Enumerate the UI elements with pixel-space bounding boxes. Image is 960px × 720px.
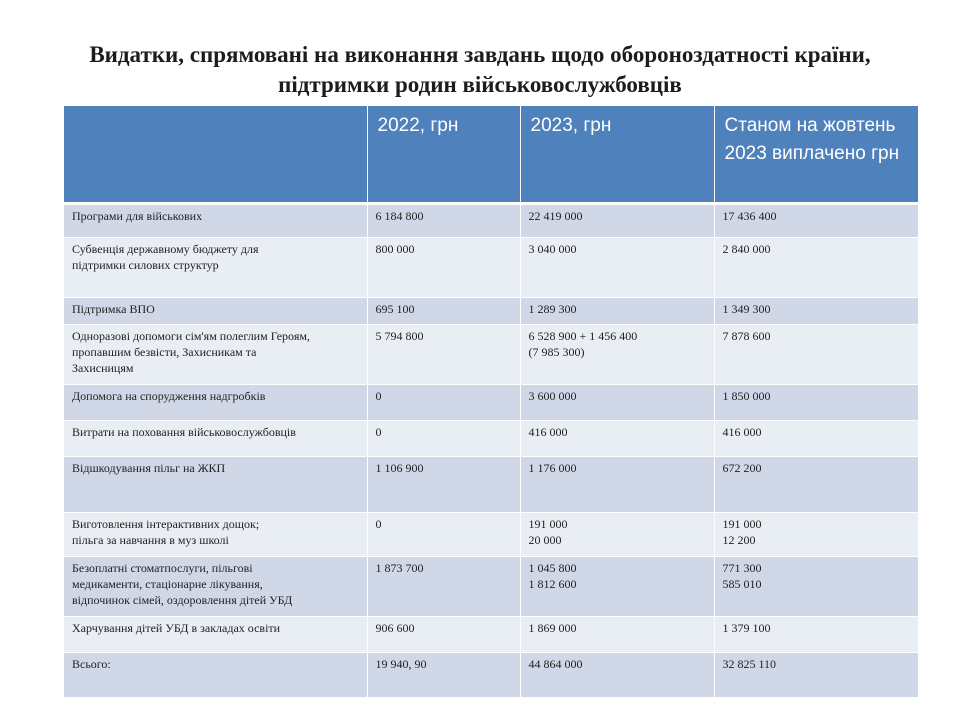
- page-title-line-1: Видатки, спрямовані на виконання завдань щодо обороноздатності країни,: [89, 42, 871, 67]
- value-2023: [520, 325, 714, 385]
- table-row: [64, 457, 918, 513]
- value-paid-line: 17 436 400: [722, 209, 777, 223]
- row-label-line: Одноразові допомоги сім'ям полеглим Героям,: [72, 329, 310, 343]
- value-2022: [367, 617, 520, 653]
- value-paid-line: 1 850 000: [722, 389, 771, 403]
- value-2023-line: 3 040 000: [528, 242, 577, 256]
- table-row: [64, 513, 918, 557]
- row-label: [64, 457, 367, 513]
- table-row: [64, 238, 918, 298]
- value-2023-line: 6 528 900 + 1 456 400: [528, 329, 638, 343]
- row-label: [64, 238, 367, 298]
- row-label-line: Програми для військових: [72, 209, 203, 223]
- value-paid-line: 1 349 300: [722, 302, 771, 316]
- row-label-line: відпочинок сімей, оздоровлення дітей УБД: [72, 593, 293, 607]
- row-label-line: Безоплатні стоматпослуги, пільгові: [72, 561, 253, 575]
- value-2023-line: 1 869 000: [528, 621, 577, 635]
- value-2023-line: (7 985 300): [528, 345, 585, 359]
- value-paid: [714, 298, 918, 325]
- table-row: [64, 653, 918, 697]
- value-paid: [714, 421, 918, 457]
- value-paid-line: 191 000: [722, 517, 762, 531]
- table-row: [64, 298, 918, 325]
- row-label-line: Харчування дітей УБД в закладах освіти: [72, 621, 281, 635]
- value-2023: [520, 457, 714, 513]
- value-2022-line: 5 794 800: [375, 329, 424, 343]
- row-label-line: Всього:: [72, 657, 111, 671]
- value-2022-line: 1 873 700: [375, 561, 424, 575]
- table-row: [64, 617, 918, 653]
- row-label-line: Виготовлення інтерактивних дощок;: [72, 517, 260, 531]
- table-body: [64, 204, 918, 697]
- value-paid-line: 2 840 000: [722, 242, 771, 256]
- row-label-line: медикаменти, стаціонарне лікування,: [72, 577, 263, 591]
- value-2023-line: 3 600 000: [528, 389, 577, 403]
- value-2023: [520, 204, 714, 238]
- value-2023: [520, 617, 714, 653]
- value-2022-line: 695 100: [375, 302, 415, 316]
- value-2022-line: 0: [375, 425, 382, 439]
- value-2023: [520, 385, 714, 421]
- value-paid-line: 12 200: [722, 533, 756, 547]
- row-label: [64, 204, 367, 238]
- table-row: [64, 385, 918, 421]
- row-label: [64, 513, 367, 557]
- value-paid: [714, 325, 918, 385]
- value-2022: [367, 385, 520, 421]
- value-2023-line: 1 176 000: [528, 461, 577, 475]
- value-2022: [367, 513, 520, 557]
- value-2022: [367, 325, 520, 385]
- value-2022-line: 0: [375, 517, 382, 531]
- value-2022-line: 800 000: [375, 242, 415, 256]
- value-2022: [367, 238, 520, 298]
- value-2022: [367, 653, 520, 697]
- value-paid: [714, 617, 918, 653]
- value-2022: [367, 298, 520, 325]
- value-2023: [520, 421, 714, 457]
- header-paid-oct-2023: Станом на жовтень 2023 виплачено грн: [714, 106, 918, 204]
- value-2022: [367, 204, 520, 238]
- page-title: [0, 40, 960, 100]
- value-paid-line: 32 825 110: [722, 657, 777, 671]
- expenditure-table: [64, 106, 918, 697]
- value-2023-line: 44 864 000: [528, 657, 583, 671]
- value-paid: [714, 238, 918, 298]
- value-2022: [367, 457, 520, 513]
- header-item-label: [64, 106, 367, 204]
- table-row: [64, 557, 918, 617]
- header-2022: 2022, грн: [367, 106, 520, 204]
- value-2023-line: 191 000: [528, 517, 568, 531]
- value-paid: [714, 653, 918, 697]
- value-paid-line: 1 379 100: [722, 621, 771, 635]
- value-2022-line: 906 600: [375, 621, 415, 635]
- row-label: [64, 325, 367, 385]
- table-row: [64, 325, 918, 385]
- row-label: [64, 298, 367, 325]
- row-label-line: пільга за навчання в муз школі: [72, 533, 229, 547]
- row-label-line: Допомога на спорудження надгробків: [72, 389, 266, 403]
- value-2023-line: 20 000: [528, 533, 562, 547]
- row-label: [64, 557, 367, 617]
- row-label: [64, 617, 367, 653]
- value-2022-line: 19 940, 90: [375, 657, 427, 671]
- value-2023: [520, 298, 714, 325]
- value-paid-line: 672 200: [722, 461, 762, 475]
- row-label-line: Захисницям: [72, 361, 134, 375]
- row-label: [64, 421, 367, 457]
- value-2022-line: 0: [375, 389, 382, 403]
- value-paid-line: 585 010: [722, 577, 762, 591]
- row-label: [64, 653, 367, 697]
- value-2023-line: 1 045 800: [528, 561, 577, 575]
- value-paid: [714, 204, 918, 238]
- page-title-line-2: підтримки родин військовослужбовців: [278, 72, 682, 97]
- value-2023: [520, 238, 714, 298]
- value-2022: [367, 421, 520, 457]
- value-paid: [714, 513, 918, 557]
- value-2022-line: 6 184 800: [375, 209, 424, 223]
- value-2023: [520, 513, 714, 557]
- value-paid: [714, 457, 918, 513]
- table-row: [64, 421, 918, 457]
- value-2023-line: 22 419 000: [528, 209, 583, 223]
- value-paid-line: 7 878 600: [722, 329, 771, 343]
- row-label: [64, 385, 367, 421]
- value-paid: [714, 557, 918, 617]
- row-label-line: Субвенція державному бюджету для: [72, 242, 259, 256]
- value-2023-line: 416 000: [528, 425, 568, 439]
- value-2023: [520, 557, 714, 617]
- value-2023-line: 1 289 300: [528, 302, 577, 316]
- table-row: [64, 204, 918, 238]
- value-2022: [367, 557, 520, 617]
- value-2023: [520, 653, 714, 697]
- row-label-line: Відшкодування пільг на ЖКП: [72, 461, 226, 475]
- table-header-row: [64, 106, 918, 204]
- value-2023-line: 1 812 600: [528, 577, 577, 591]
- header-2023: 2023, грн: [520, 106, 714, 204]
- value-paid-line: 771 300: [722, 561, 762, 575]
- value-paid: [714, 385, 918, 421]
- value-2022-line: 1 106 900: [375, 461, 424, 475]
- row-label-line: Підтримка ВПО: [72, 302, 155, 316]
- row-label-line: пропавшим безвісти, Захисникам та: [72, 345, 257, 359]
- value-paid-line: 416 000: [722, 425, 762, 439]
- row-label-line: підтримки силових структур: [72, 258, 219, 272]
- row-label-line: Витрати на поховання військовослужбовців: [72, 425, 296, 439]
